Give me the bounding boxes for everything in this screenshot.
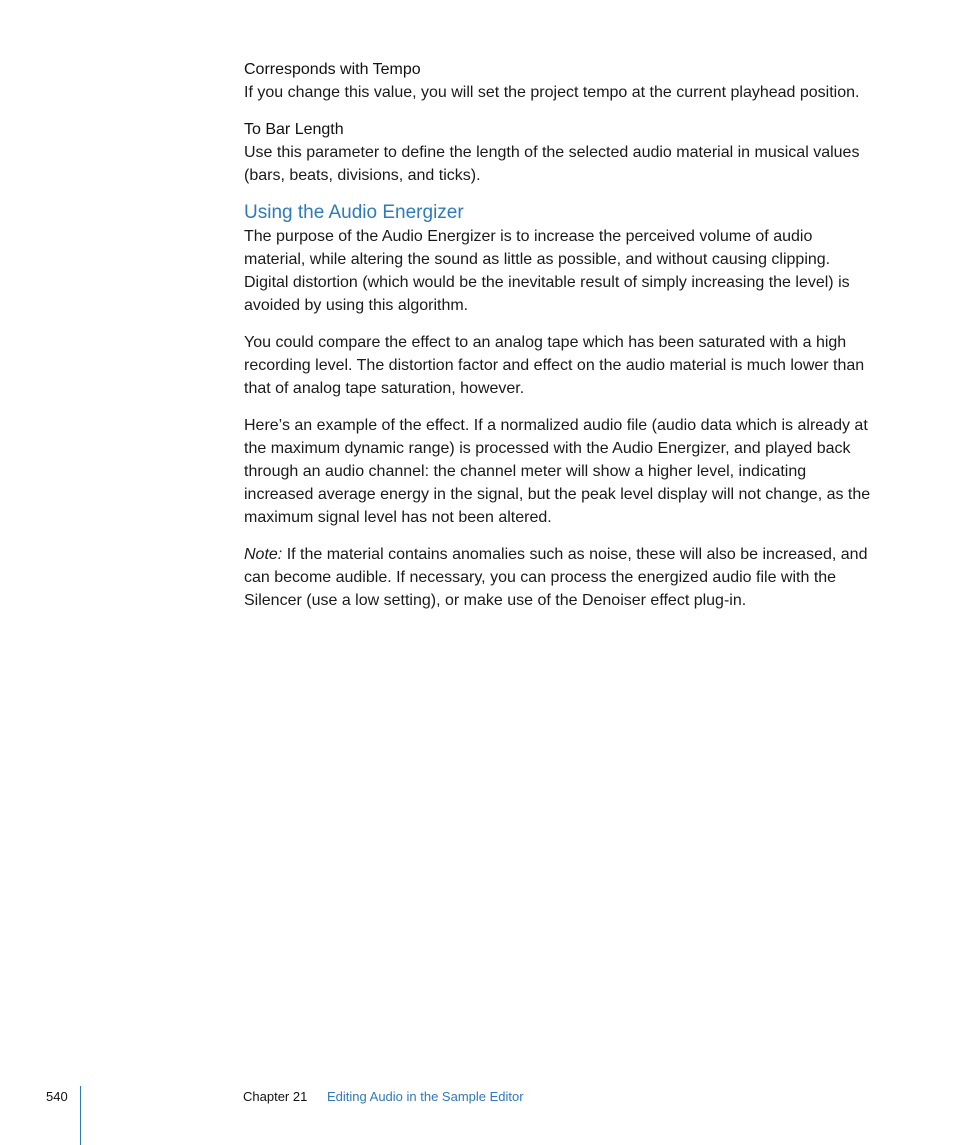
section-heading: Using the Audio Energizer	[244, 202, 464, 223]
page-footer	[0, 1086, 954, 1145]
entry-term: Corresponds with Tempo	[244, 61, 421, 78]
chapter-title: Editing Audio in the Sample Editor	[327, 1089, 524, 1104]
page-number: 540	[46, 1089, 68, 1104]
entry-description: If you change this value, you will set the project tempo at the current playhead position.	[244, 84, 860, 101]
page-content	[244, 58, 874, 626]
note-paragraph	[244, 543, 874, 612]
note-label: Note:	[244, 546, 283, 563]
definition-entry	[244, 118, 874, 187]
definition-entry	[244, 58, 874, 104]
note-text: If the material contains anomalies such as noise, these will also be increased, and can become audible. If necessary, you can process the energized audio file with the Silencer (use a low setting), or make use of the Denoiser effect plug-in.	[244, 546, 868, 609]
entry-term: To Bar Length	[244, 121, 344, 138]
body-paragraph: You could compare the effect to an analog tape which has been saturated with a high recording level. The distortion factor and effect on the audio material is much lower than that of analog tape saturation, however.	[244, 334, 865, 397]
entry-description: Use this parameter to define the length of the selected audio material in musical values (bars, beats, divisions, and ticks).	[244, 144, 860, 184]
body-paragraph: The purpose of the Audio Energizer is to increase the perceived volume of audio material, while altering the sound as little as possible, and without causing clipping. Digital distortion (which would be the inevitable result of simply increasing the level) is avoided by using this algorithm.	[244, 228, 850, 314]
body-paragraph: Here’s an example of the effect. If a normalized audio file (audio data which is already at the maximum dynamic range) is processed with the Audio Energizer, and played back through an audio channel: the channel meter will show a higher level, indicating increased average energy in the signal, but the peak level display will not change, as the maximum signal level has not been altered.	[244, 417, 871, 526]
chapter-label: Chapter 21	[243, 1089, 308, 1104]
footer-divider	[80, 1086, 81, 1145]
